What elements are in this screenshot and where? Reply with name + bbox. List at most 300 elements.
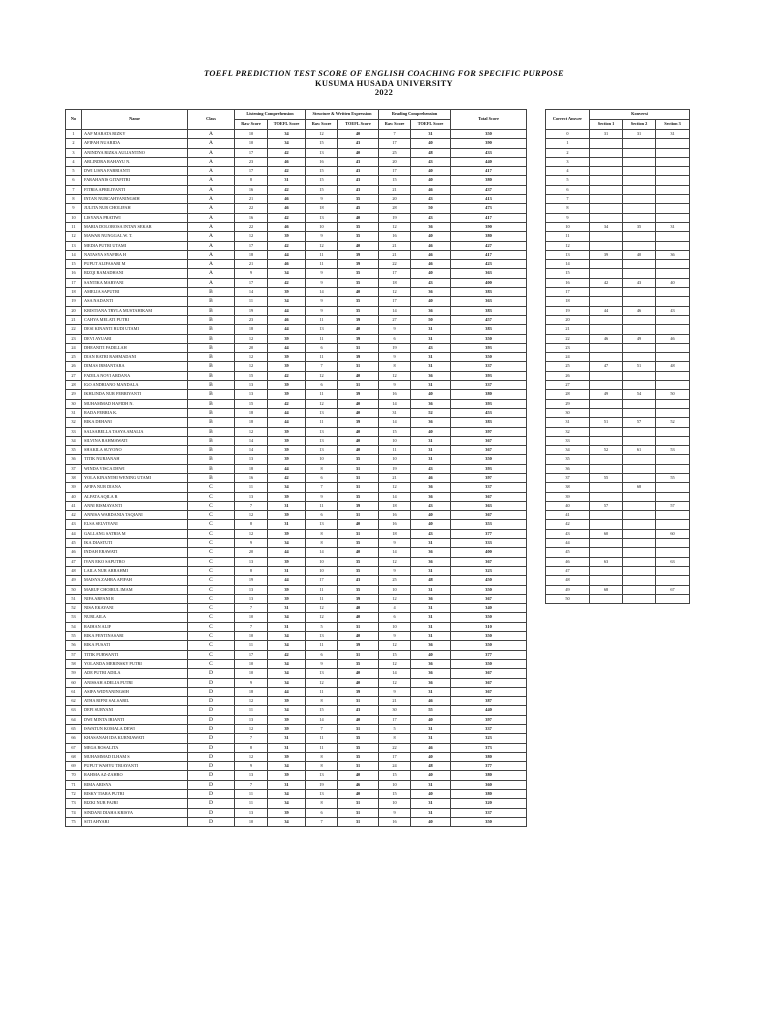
cell-listening-toefl: 31 <box>268 520 306 529</box>
cell-listening-toefl: 34 <box>268 539 306 548</box>
cell-reading-raw: 12 <box>379 483 411 492</box>
cell-total: 367 <box>451 492 527 501</box>
cell-no: 3 <box>66 148 82 157</box>
cell-reading-toefl: 40 <box>411 790 451 799</box>
cell-structure-raw: 14 <box>306 715 338 724</box>
conversion-row <box>546 455 690 464</box>
cell-section-1: 68 <box>590 585 623 594</box>
cell-listening-raw: 13 <box>235 492 268 501</box>
cell-listening-raw: 20 <box>235 343 268 352</box>
table-row <box>66 167 527 176</box>
cell-no: 36 <box>66 455 82 464</box>
cell-reading-toefl: 40 <box>411 752 451 761</box>
cell-listening-raw: 12 <box>235 511 268 520</box>
cell-no: 8 <box>66 195 82 204</box>
cell-no: 2 <box>66 139 82 148</box>
cell-class: C <box>188 622 235 631</box>
cell-listening-raw: 15 <box>235 399 268 408</box>
cell-structure-toefl: 35 <box>338 539 379 548</box>
cell-structure-toefl: 39 <box>338 418 379 427</box>
cell-structure-raw: 12 <box>306 678 338 687</box>
cell-no: 20 <box>66 306 82 315</box>
cell-no: 75 <box>66 817 82 826</box>
cell-class: D <box>188 734 235 743</box>
cell-total: 380 <box>451 232 527 241</box>
header-no: No <box>66 110 82 130</box>
cell-class: C <box>188 483 235 492</box>
header-structure-raw: Raw Score <box>306 120 338 130</box>
cell-reading-toefl: 36 <box>411 483 451 492</box>
conversion-row <box>546 241 690 250</box>
cell-class: B <box>188 334 235 343</box>
cell-listening-raw: 16 <box>235 473 268 482</box>
cell-structure-toefl: 39 <box>338 501 379 510</box>
cell-section-3 <box>656 455 690 464</box>
table-row <box>66 669 527 678</box>
cell-section-3: 50 <box>656 390 690 399</box>
cell-reading-raw: 4 <box>379 604 411 613</box>
cell-total: 367 <box>451 678 527 687</box>
cell-listening-raw: 19 <box>235 306 268 315</box>
cell-correct-answer: 27 <box>546 381 590 390</box>
cell-section-2 <box>623 139 656 148</box>
cell-structure-toefl: 40 <box>338 548 379 557</box>
table-row <box>66 157 527 166</box>
cell-correct-answer: 4 <box>546 167 590 176</box>
cell-reading-raw: 11 <box>379 446 411 455</box>
cell-structure-raw: 11 <box>306 594 338 603</box>
cell-correct-answer: 26 <box>546 371 590 380</box>
cell-no: 74 <box>66 808 82 817</box>
cell-correct-answer: 32 <box>546 427 590 436</box>
cell-section-3 <box>656 232 690 241</box>
cell-listening-toefl: 39 <box>268 697 306 706</box>
table-row <box>66 557 527 566</box>
score-table-body <box>66 130 527 827</box>
cell-section-2 <box>623 297 656 306</box>
cell-section-2 <box>623 315 656 324</box>
table-row <box>66 306 527 315</box>
cell-total: 380 <box>451 790 527 799</box>
cell-total: 350 <box>451 641 527 650</box>
table-row <box>66 613 527 622</box>
cell-structure-toefl: 40 <box>338 241 379 250</box>
conversion-row <box>546 353 690 362</box>
cell-listening-raw: 11 <box>235 641 268 650</box>
cell-no: 40 <box>66 492 82 501</box>
cell-no: 50 <box>66 585 82 594</box>
table-row <box>66 697 527 706</box>
table-row <box>66 659 527 668</box>
cell-no: 65 <box>66 725 82 734</box>
cell-no: 7 <box>66 185 82 194</box>
cell-total: 397 <box>451 473 527 482</box>
cell-no: 16 <box>66 269 82 278</box>
cell-total: 363 <box>451 269 527 278</box>
cell-reading-toefl: 31 <box>411 632 451 641</box>
cell-section-1 <box>590 492 623 501</box>
cell-listening-raw: 23 <box>235 157 268 166</box>
cell-correct-answer: 46 <box>546 557 590 566</box>
cell-correct-answer: 17 <box>546 288 590 297</box>
cell-reading-toefl: 36 <box>411 548 451 557</box>
cell-structure-raw: 10 <box>306 455 338 464</box>
table-row <box>66 483 527 492</box>
cell-section-3 <box>656 167 690 176</box>
cell-no: 6 <box>66 176 82 185</box>
cell-listening-raw: 12 <box>235 232 268 241</box>
cell-total: 390 <box>451 139 527 148</box>
cell-class: A <box>188 176 235 185</box>
cell-class: B <box>188 297 235 306</box>
cell-section-3 <box>656 325 690 334</box>
cell-structure-raw: 8 <box>306 799 338 808</box>
cell-reading-toefl: 40 <box>411 167 451 176</box>
cell-class: C <box>188 529 235 538</box>
cell-structure-raw: 10 <box>306 566 338 575</box>
cell-section-3: 60 <box>656 529 690 538</box>
cell-class: B <box>188 381 235 390</box>
cell-section-2 <box>623 455 656 464</box>
cell-correct-answer: 28 <box>546 390 590 399</box>
header-structure: Structure & Written Expression <box>306 110 379 120</box>
cell-structure-raw: 11 <box>306 334 338 343</box>
cell-structure-toefl: 39 <box>338 315 379 324</box>
cell-class: A <box>188 195 235 204</box>
cell-listening-raw: 20 <box>235 548 268 557</box>
cell-structure-raw: 9 <box>306 232 338 241</box>
cell-section-1 <box>590 148 623 157</box>
cell-listening-toefl: 46 <box>268 195 306 204</box>
cell-reading-toefl: 40 <box>411 297 451 306</box>
cell-listening-raw: 11 <box>235 790 268 799</box>
cell-structure-raw: 12 <box>306 241 338 250</box>
cell-listening-toefl: 39 <box>268 353 306 362</box>
cell-total: 367 <box>451 511 527 520</box>
cell-name: LAILA NUR ARRAHMI <box>82 566 188 575</box>
cell-reading-raw: 9 <box>379 381 411 390</box>
cell-reading-toefl: 31 <box>411 446 451 455</box>
table-row <box>66 278 527 287</box>
cell-listening-raw: 13 <box>235 557 268 566</box>
cell-listening-raw: 22 <box>235 222 268 231</box>
cell-reading-raw: 17 <box>379 297 411 306</box>
table-row <box>66 771 527 780</box>
cell-name: SHAKILA SUYONO <box>82 446 188 455</box>
cell-no: 26 <box>66 362 82 371</box>
cell-section-1: 47 <box>590 362 623 371</box>
cell-listening-raw: 21 <box>235 260 268 269</box>
cell-listening-toefl: 46 <box>268 315 306 324</box>
cell-total: 367 <box>451 687 527 696</box>
cell-total: 387 <box>451 697 527 706</box>
cell-section-3 <box>656 139 690 148</box>
cell-section-2 <box>623 436 656 445</box>
conversion-row <box>546 473 690 482</box>
cell-listening-toefl: 31 <box>268 743 306 752</box>
cell-reading-toefl: 31 <box>411 455 451 464</box>
cell-structure-raw: 7 <box>306 362 338 371</box>
cell-structure-raw: 11 <box>306 390 338 399</box>
table-row <box>66 455 527 464</box>
cell-section-2 <box>623 492 656 501</box>
cell-section-2 <box>623 288 656 297</box>
cell-section-2 <box>623 557 656 566</box>
cell-total: 417 <box>451 250 527 259</box>
cell-section-2 <box>623 548 656 557</box>
cell-reading-toefl: 36 <box>411 594 451 603</box>
cell-structure-toefl: 40 <box>338 408 379 417</box>
cell-listening-raw: 18 <box>235 464 268 473</box>
cell-no: 46 <box>66 548 82 557</box>
cell-listening-toefl: 34 <box>268 613 306 622</box>
conversion-row <box>546 464 690 473</box>
cell-class: D <box>188 762 235 771</box>
cell-reading-toefl: 36 <box>411 659 451 668</box>
conversion-row <box>546 520 690 529</box>
cell-reading-toefl: 40 <box>411 520 451 529</box>
cell-structure-raw: 6 <box>306 650 338 659</box>
cell-structure-raw: 6 <box>306 473 338 482</box>
cell-section-3: 36 <box>656 250 690 259</box>
cell-structure-toefl: 43 <box>338 706 379 715</box>
cell-structure-toefl: 43 <box>338 167 379 176</box>
cell-structure-toefl: 31 <box>338 381 379 390</box>
cell-no: 15 <box>66 260 82 269</box>
cell-no: 43 <box>66 520 82 529</box>
cell-section-1 <box>590 381 623 390</box>
cell-reading-raw: 16 <box>379 232 411 241</box>
cell-class: D <box>188 715 235 724</box>
header-listening-toefl: TOEFL Score <box>268 120 306 130</box>
cell-no: 32 <box>66 418 82 427</box>
cell-correct-answer: 38 <box>546 483 590 492</box>
cell-no: 49 <box>66 576 82 585</box>
cell-section-3 <box>656 148 690 157</box>
cell-section-3 <box>656 436 690 445</box>
cell-listening-toefl: 39 <box>268 715 306 724</box>
title-line-2: KUSUMA HUSADA UNIVERSITY <box>314 78 454 88</box>
conversion-row <box>546 399 690 408</box>
cell-name: MEGA ROSALITA <box>82 743 188 752</box>
cell-no: 61 <box>66 687 82 696</box>
cell-reading-raw: 21 <box>379 473 411 482</box>
cell-name: SALSABELLA TASYA AMALIA <box>82 427 188 436</box>
cell-no: 68 <box>66 752 82 761</box>
cell-structure-toefl: 39 <box>338 334 379 343</box>
cell-no: 37 <box>66 464 82 473</box>
cell-reading-toefl: 43 <box>411 278 451 287</box>
cell-listening-toefl: 44 <box>268 408 306 417</box>
conversion-row <box>546 157 690 166</box>
cell-section-1 <box>590 325 623 334</box>
cell-section-3 <box>656 241 690 250</box>
cell-listening-toefl: 39 <box>268 585 306 594</box>
conversion-row <box>546 446 690 455</box>
cell-reading-toefl: 40 <box>411 511 451 520</box>
cell-total: 320 <box>451 799 527 808</box>
cell-total: 367 <box>451 436 527 445</box>
cell-reading-raw: 21 <box>379 185 411 194</box>
table-row <box>66 176 527 185</box>
cell-section-3 <box>656 539 690 548</box>
cell-correct-answer: 10 <box>546 222 590 231</box>
cell-structure-toefl: 31 <box>338 622 379 631</box>
cell-section-3 <box>656 260 690 269</box>
cell-section-1 <box>590 566 623 575</box>
cell-reading-raw: 25 <box>379 576 411 585</box>
conversion-row <box>546 362 690 371</box>
cell-correct-answer: 43 <box>546 529 590 538</box>
cell-listening-raw: 12 <box>235 752 268 761</box>
cell-section-2: 46 <box>623 306 656 315</box>
table-row <box>66 632 527 641</box>
cell-structure-raw: 13 <box>306 436 338 445</box>
cell-reading-toefl: 40 <box>411 650 451 659</box>
cell-class: A <box>188 213 235 222</box>
cell-reading-toefl: 36 <box>411 418 451 427</box>
cell-section-2: 49 <box>623 334 656 343</box>
cell-listening-toefl: 39 <box>268 455 306 464</box>
cell-section-3: 52 <box>656 418 690 427</box>
cell-section-3 <box>656 381 690 390</box>
cell-reading-raw: 8 <box>379 734 411 743</box>
cell-structure-toefl: 35 <box>338 195 379 204</box>
cell-section-3: 48 <box>656 362 690 371</box>
cell-listening-raw: 13 <box>235 771 268 780</box>
cell-class: D <box>188 817 235 826</box>
cell-structure-toefl: 45 <box>338 204 379 213</box>
cell-reading-toefl: 43 <box>411 501 451 510</box>
conversion-row <box>546 408 690 417</box>
cell-reading-raw: 12 <box>379 557 411 566</box>
cell-name: MARIA DOLOROSA INTAN SEKAR <box>82 222 188 231</box>
cell-class: C <box>188 501 235 510</box>
cell-reading-raw: 9 <box>379 325 411 334</box>
conversion-row <box>546 325 690 334</box>
cell-reading-toefl: 40 <box>411 139 451 148</box>
cell-section-3: 46 <box>656 334 690 343</box>
cell-class: C <box>188 641 235 650</box>
cell-no: 17 <box>66 278 82 287</box>
cell-reading-raw: 17 <box>379 139 411 148</box>
cell-total: 400 <box>451 278 527 287</box>
cell-section-2 <box>623 204 656 213</box>
cell-listening-toefl: 42 <box>268 473 306 482</box>
cell-structure-raw: 12 <box>306 130 338 139</box>
cell-structure-toefl: 40 <box>338 436 379 445</box>
cell-reading-raw: 19 <box>379 343 411 352</box>
cell-class: A <box>188 269 235 278</box>
cell-structure-raw: 13 <box>306 632 338 641</box>
cell-total: 350 <box>451 455 527 464</box>
table-row <box>66 725 527 734</box>
cell-listening-toefl: 42 <box>268 278 306 287</box>
cell-section-1 <box>590 315 623 324</box>
cell-total: 323 <box>451 566 527 575</box>
cell-structure-raw: 11 <box>306 687 338 696</box>
cell-total: 363 <box>451 297 527 306</box>
cell-listening-toefl: 42 <box>268 148 306 157</box>
cell-section-3 <box>656 566 690 575</box>
cell-name: DEVI AYUARI <box>82 334 188 343</box>
cell-reading-raw: 15 <box>379 650 411 659</box>
cell-structure-raw: 9 <box>306 297 338 306</box>
cell-section-1 <box>590 594 623 603</box>
cell-reading-toefl: 36 <box>411 492 451 501</box>
cell-structure-toefl: 43 <box>338 576 379 585</box>
cell-listening-raw: 18 <box>235 408 268 417</box>
conversion-row <box>546 269 690 278</box>
cell-reading-toefl: 52 <box>411 408 451 417</box>
cell-reading-toefl: 46 <box>411 241 451 250</box>
cell-section-1 <box>590 408 623 417</box>
cell-class: C <box>188 659 235 668</box>
cell-section-1: 52 <box>590 446 623 455</box>
cell-reading-toefl: 46 <box>411 250 451 259</box>
cell-reading-toefl: 43 <box>411 157 451 166</box>
cell-class: B <box>188 408 235 417</box>
cell-section-2: 35 <box>623 222 656 231</box>
cell-section-3 <box>656 594 690 603</box>
cell-listening-raw: 10 <box>235 817 268 826</box>
cell-total: 440 <box>451 706 527 715</box>
cell-section-1 <box>590 297 623 306</box>
cell-class: D <box>188 743 235 752</box>
cell-structure-toefl: 40 <box>338 715 379 724</box>
cell-structure-toefl: 35 <box>338 752 379 761</box>
cell-listening-raw: 13 <box>235 455 268 464</box>
cell-no: 41 <box>66 501 82 510</box>
cell-listening-toefl: 39 <box>268 390 306 399</box>
cell-name: ALFATA AQILA R <box>82 492 188 501</box>
conversion-row <box>546 557 690 566</box>
cell-name: MARUF CHOIRUL IMAM <box>82 585 188 594</box>
cell-structure-toefl: 40 <box>338 669 379 678</box>
cell-total: 437 <box>451 185 527 194</box>
cell-class: B <box>188 362 235 371</box>
cell-no: 39 <box>66 483 82 492</box>
cell-structure-raw: 14 <box>306 288 338 297</box>
cell-class: A <box>188 157 235 166</box>
header-section-1: Section 1 <box>590 120 623 130</box>
cell-name: WINDA VISCA DEWI <box>82 464 188 473</box>
cell-structure-raw: 15 <box>306 167 338 176</box>
cell-correct-answer: 11 <box>546 232 590 241</box>
cell-reading-toefl: 31 <box>411 622 451 631</box>
conversion-row <box>546 566 690 575</box>
cell-section-1: 42 <box>590 278 623 287</box>
cell-structure-toefl: 40 <box>338 325 379 334</box>
cell-section-3: 31 <box>656 130 690 139</box>
cell-structure-toefl: 40 <box>338 213 379 222</box>
table-row <box>66 548 527 557</box>
cell-structure-toefl: 31 <box>338 362 379 371</box>
cell-no: 38 <box>66 473 82 482</box>
cell-no: 72 <box>66 790 82 799</box>
cell-section-2: 40 <box>623 250 656 259</box>
cell-section-1 <box>590 139 623 148</box>
cell-reading-toefl: 36 <box>411 557 451 566</box>
cell-no: 47 <box>66 557 82 566</box>
cell-name: MUHAMMAD ILHAM S <box>82 752 188 761</box>
cell-reading-raw: 17 <box>379 167 411 176</box>
cell-reading-toefl: 36 <box>411 222 451 231</box>
cell-name: RIKA FENTINASARI <box>82 632 188 641</box>
cell-section-3: 40 <box>656 278 690 287</box>
cell-listening-raw: 17 <box>235 650 268 659</box>
table-row <box>66 427 527 436</box>
